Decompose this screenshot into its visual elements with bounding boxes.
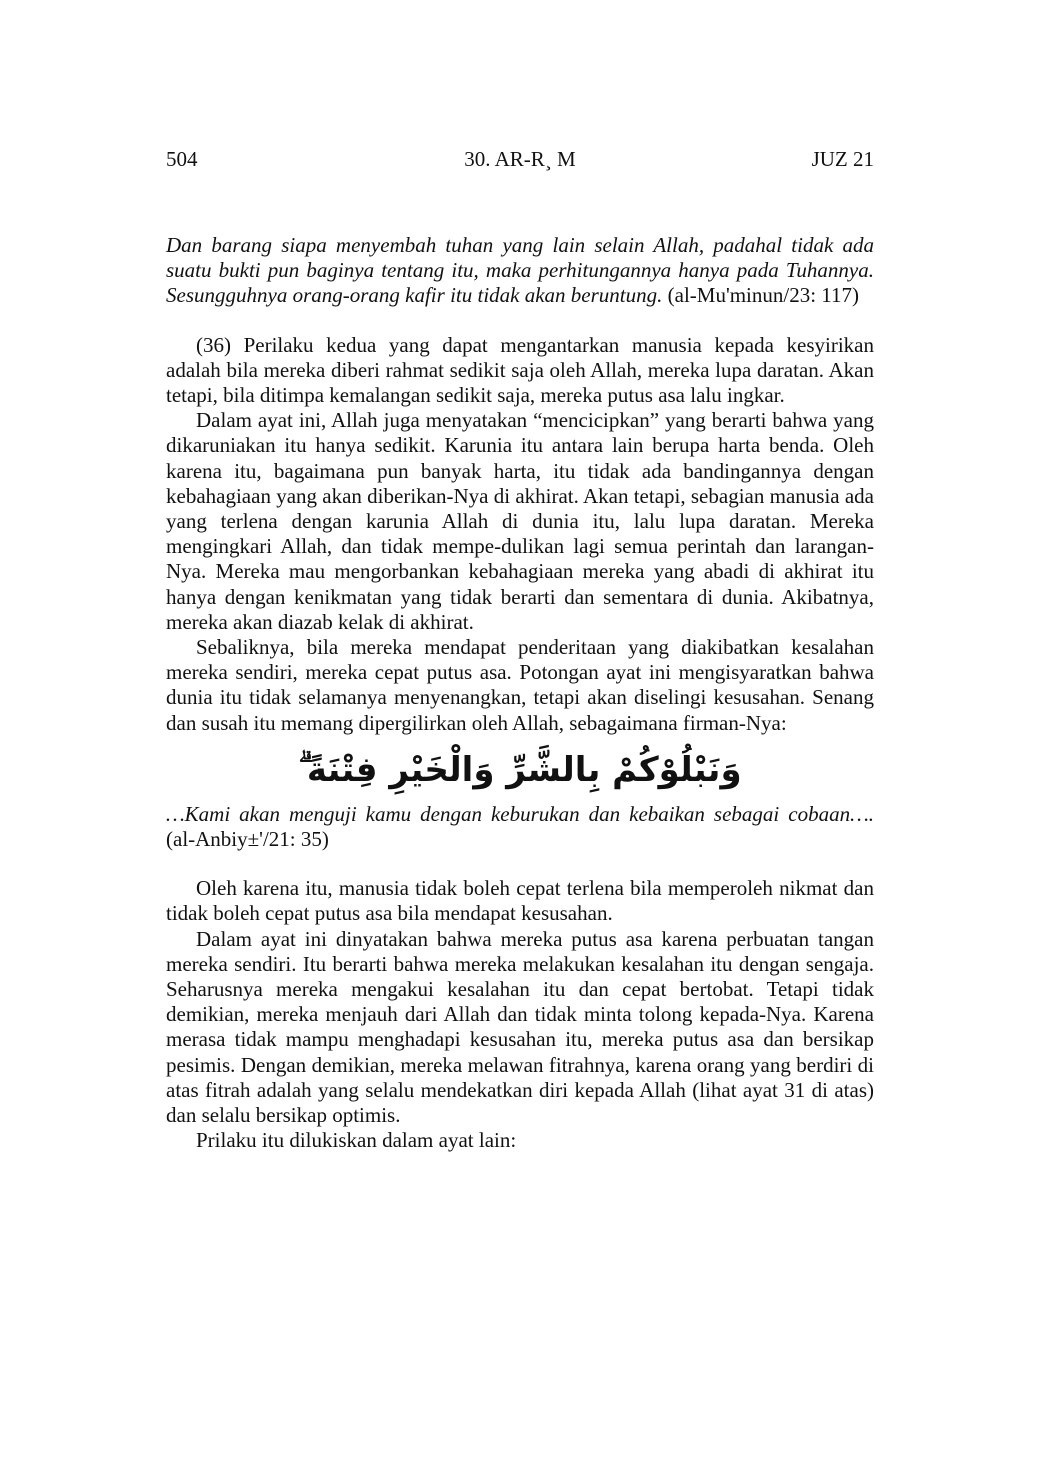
running-header [166, 146, 874, 172]
paragraph: Dalam ayat ini dinyatakan bahwa mereka putus asa karena perbuatan tangan mereka sendiri. Itu berarti bahwa mereka melakukan kesalahan itu dengan sengaja. Seharusnya mereka mengakui kesalahan itu dan cepat bertobat. Tetapi tidak demikian, mereka menjauh dari Allah dan tidak minta tolong kepada-Nya. Karena merasa tidak mampu menghadapi kesusahan itu, mereka putus asa dan bersikap pesimis. Dengan demikian, mereka melawan fitrahnya, karena orang yang berdiri di atas fitrah adalah yang selalu mendekatkan diri kepada Allah (lihat ayat 31 di atas) dan selalu bersikap optimis. [166, 926, 874, 1128]
spacer [166, 309, 874, 333]
paragraph: Prilaku itu dilukiskan dalam ayat lain: [196, 1128, 517, 1153]
paragraph: Sebaliknya, bila mereka mendapat penderitaan yang diakibatkan kesalahan mereka sendiri, mereka cepat putus asa. Potongan ayat ini mengisyaratkan bahwa dunia itu tidak selamanya menyenangkan, tetapi akan diselingi kesusahan. Senang dan susah itu memang dipergilirkan oleh Allah, sebagaimana firman-Nya: [166, 635, 874, 735]
page [166, 0, 874, 1475]
paragraph: Oleh karena itu, manusia tidak boleh cepat terlena bila memperoleh nikmat dan tidak boleh cepat putus asa bila mendapat kesusahan. [166, 876, 874, 926]
surah-title: 30. AR-R¸ M [464, 147, 576, 171]
paragraph: Dalam ayat ini, Allah juga menyatakan “mencicipkan” yang berarti bahwa yang dikaruniakan itu hanya sedikit. Karunia itu antara lain berupa harta benda. Oleh karena itu, bagaimana pun banyak harta, itu tidak ada bandingannya dengan kebahagiaan yang akan diberikan-Nya di akhirat. Akan tetapi, sebagian manusia ada yang terlena dengan karunia Allah di dunia itu, lalu lupa daratan. Mereka mengingkari Allah, dan tidak mempe-dulikan lagi semua perintah dan larangan-Nya. Mereka mau mengorbankan kebahagiaan mereka yang abadi di akhirat itu hanya dengan kenikmatan yang tidak berarti dan sementara di dunia. Akibatnya, mereka akan diazab kelak di akhirat. [166, 408, 874, 634]
quote-1-text: Dan barang siapa menyembah tuhan yang lain selain Allah, padahal tidak ada suatu bukti pun baginya tentang itu, maka perhitungannya hanya pada Tuhannya. Sesungguhnya orang-orang kafir itu tidak akan beruntung. [166, 233, 874, 308]
spacer [166, 852, 874, 876]
quote-1-reference: (al-Mu'minun/23: 117) [667, 283, 860, 308]
arabic-verse: وَنَبْلُوْكُمْ بِالشَّرِّ وَالْخَيْرِ فِتْنَةً ۗ [298, 749, 742, 790]
quote-2-reference: (al-Anbiy±'/21: 35) [166, 827, 329, 852]
paragraph: (36) Perilaku kedua yang dapat mengantarkan manusia kepada kesyirikan adalah bila mereka diberi rahmat sedikit saja oleh Allah, mereka lupa daratan. Akan tetapi, bila ditimpa kemalangan sedikit saja, mereka putus asa lalu ingkar. [166, 332, 874, 408]
quote-2-text: …Kami akan menguji kamu dengan keburukan dan kebaikan sebagai cobaan…. [166, 801, 874, 826]
juz-label: JUZ 21 [811, 147, 874, 171]
quote-translation-2 [166, 802, 874, 852]
page-number: 504 [166, 147, 198, 171]
body-text [166, 233, 874, 1154]
quote-translation-1 [166, 233, 874, 309]
